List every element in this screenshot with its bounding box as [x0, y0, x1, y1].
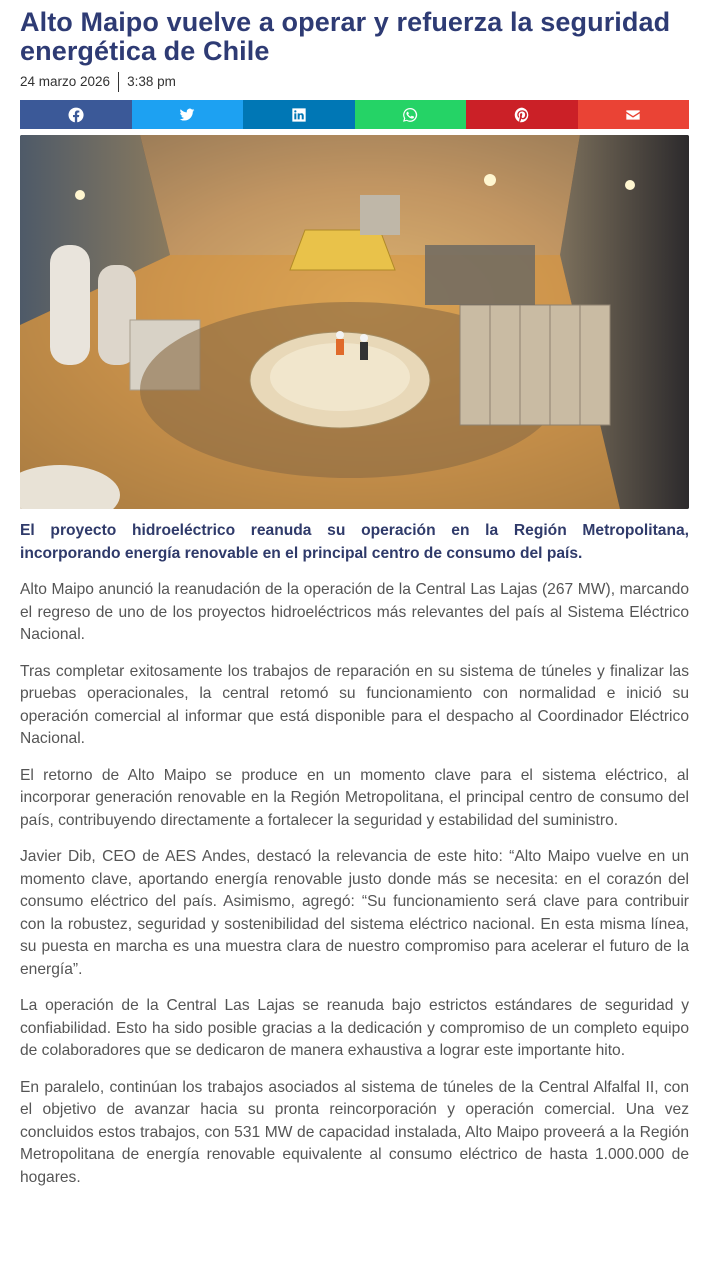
publish-time: 3:38 pm — [127, 74, 176, 89]
share-email-button[interactable] — [578, 100, 690, 129]
twitter-icon — [179, 107, 195, 123]
paragraph-2: Tras completar exitosamente los trabajos de reparación en su sistema de túneles y finalizar las pruebas operacionales, la central retomó su funcionamiento con normalidad e inició su operación comercial al informar que está disponible para el despacho al Coordinador Eléctrico Nacional. — [20, 662, 689, 747]
paragraph-5: La operación de la Central Las Lajas se reanuda bajo estrictos estándares de seguridad y confiabilidad. Esto ha sido posible gracias a la dedicación y compromiso de un completo equipo de colaboradores que se dedicaron de manera exhaustiva a lograr este importante hito. — [20, 997, 689, 1059]
share-linkedin-button[interactable] — [243, 100, 355, 129]
share-facebook-button[interactable] — [20, 100, 132, 129]
pinterest-icon — [514, 107, 530, 123]
paragraph-6: En paralelo, continúan los trabajos asociados al sistema de túneles de la Central Alfalfal II, con el objetivo de avanzar hacia su pronta reincorporación y operación comercial. Una vez concluidos estos trabajos, con 531 MW de capacidad instalada, Alto Maipo proveerá a la Región Metropolitana de energía renovable equivalente al consumo eléctrico de hasta 1.000.000 de hogares. — [20, 1078, 689, 1186]
linkedin-icon — [291, 107, 307, 123]
share-pinterest-button[interactable] — [466, 100, 578, 129]
article-meta — [20, 71, 689, 93]
publish-date: 24 marzo 2026 — [20, 72, 119, 92]
hero-image — [20, 135, 689, 509]
share-twitter-button[interactable] — [132, 100, 244, 129]
facebook-icon — [68, 107, 84, 123]
paragraph-1: Alto Maipo anunció la reanudación de la operación de la Central Las Lajas (267 MW), marcando el regreso de uno de los proyectos hidroeléctricos más relevantes del país al Sistema Eléctrico Nacional. — [20, 581, 689, 643]
paragraph-3: El retorno de Alto Maipo se produce en un momento clave para el sistema eléctrico, al incorporar generación renovable en la Región Metropolitana, el principal centro de consumo del país, contribuyendo directamente a fortalecer la seguridad y estabilidad del suministro. — [20, 766, 689, 829]
article-title: Alto Maipo vuelve a operar y refuerza la seguridad energética de Chile — [20, 7, 671, 66]
article — [20, 8, 689, 1189]
whatsapp-icon — [402, 107, 418, 123]
powerhouse-photo — [20, 135, 689, 509]
envelope-icon — [625, 107, 641, 123]
article-lead: El proyecto hidroeléctrico reanuda su operación en la Región Metropolitana, incorporando energía renovable en el principal centro de consumo del país. — [20, 522, 689, 562]
paragraph-4: Javier Dib, CEO de AES Andes, destacó la relevancia de este hito: “Alto Maipo vuelve en un momento clave, aportando energía renovable justo donde más se necesita: en el corazón del consumo eléctrico del país. Asimismo, agregó: “Su funcionamiento será clave para contribuir con la robustez, seguridad y sostenibilidad del sistema eléctrico nacional. En esta misma línea, su puesta en marcha es una muestra clara de nuestro compromiso para acelerar el futuro de la energía”. — [20, 848, 689, 978]
share-whatsapp-button[interactable] — [355, 100, 467, 129]
share-bar — [20, 100, 689, 129]
